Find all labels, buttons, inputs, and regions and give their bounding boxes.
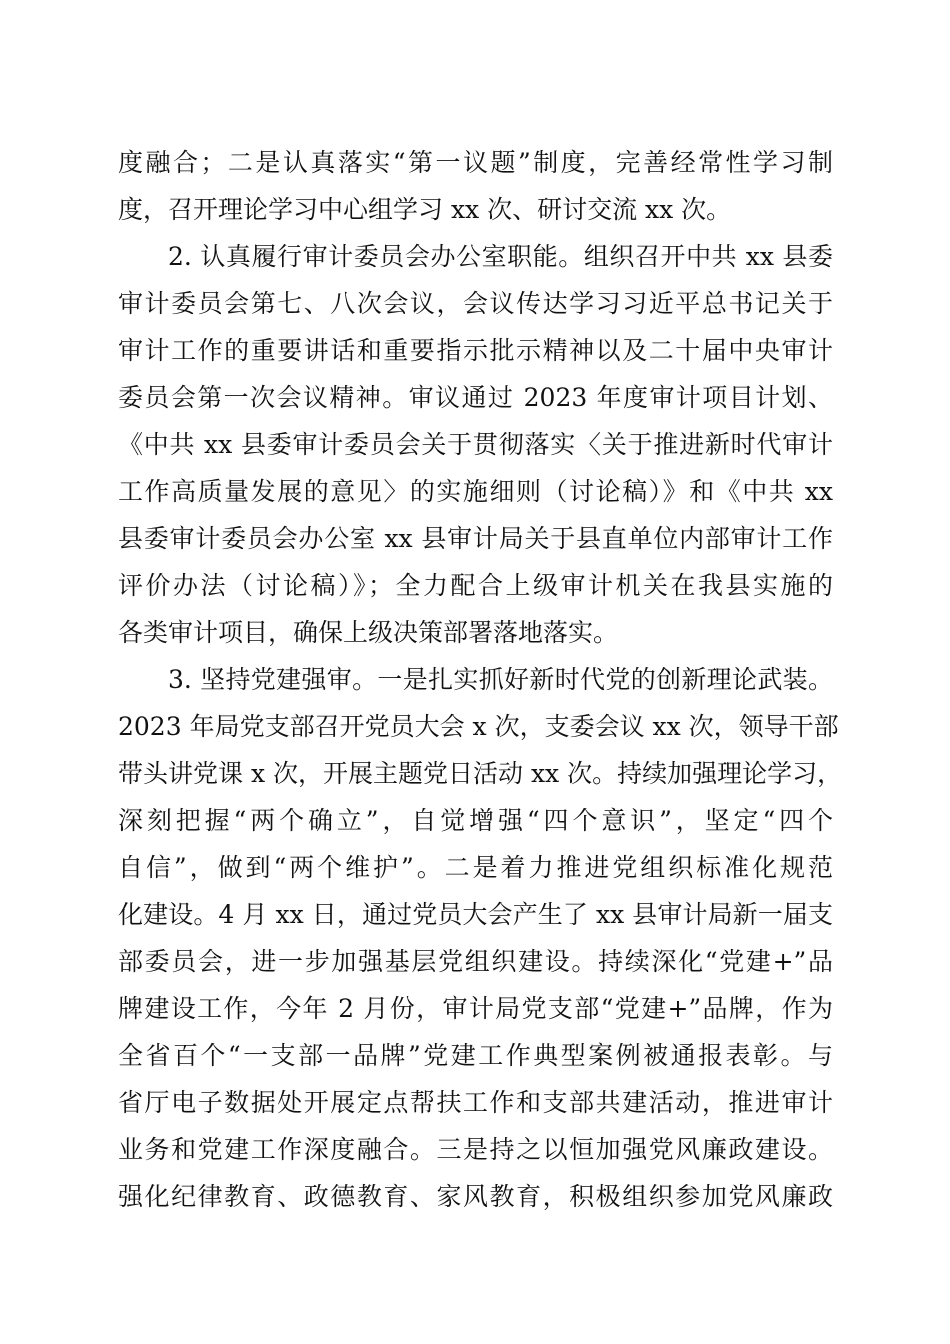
- text-line: 县委审计委员会办公室 xx 县审计局关于县直单位内部审计工作: [118, 524, 833, 553]
- paragraph-3-heading-line: 3. 坚持党建强审。一是扎实抓好新时代党的创新理论武装。: [168, 665, 833, 694]
- text-line: 牌建设工作，今年 2 月份，审计局党支部“党建+”品牌，作为: [118, 994, 833, 1023]
- text-line: 《中共 xx 县委审计委员会关于贯彻落实〈关于推进新时代审计: [118, 430, 833, 459]
- text-line: 各类审计项目，确保上级决策部署落地落实。: [118, 618, 619, 647]
- text-line: 度融合；二是认真落实“第一议题”制度，完善经常性学习制: [118, 148, 833, 177]
- text-line: 委员会第一次会议精神。审议通过 2023 年度审计项目计划、: [118, 383, 833, 412]
- text-line: 评价办法（讨论稿）》；全力配合上级审计机关在我县实施的: [118, 571, 833, 600]
- text-line: 强化纪律教育、政德教育、家风教育，积极组织参加党风廉政: [118, 1182, 833, 1211]
- text-line: 部委员会，进一步加强基层党组织建设。持续深化“党建+”品: [118, 947, 833, 976]
- text-line: 2023 年局党支部召开党员大会 x 次，支委会议 xx 次，领导干部: [118, 712, 839, 741]
- paragraph-2-heading-line: 2. 认真履行审计委员会办公室职能。组织召开中共 xx 县委: [168, 242, 833, 271]
- text-line: 审计工作的重要讲话和重要指示批示精神以及二十届中央审计: [118, 336, 833, 365]
- text-line: 带头讲党课 x 次，开展主题党日活动 xx 次。持续加强理论学习，: [118, 759, 843, 788]
- text-line: 深刻把握“两个确立”，自觉增强“四个意识”，坚定“四个: [118, 806, 833, 835]
- text-line: 工作高质量发展的意见〉的实施细则（讨论稿）》和《中共 xx: [118, 477, 833, 506]
- text-line: 省厅电子数据处开展定点帮扶工作和支部共建活动，推进审计: [118, 1088, 833, 1117]
- text-line: 化建设。4 月 xx 日，通过党员大会产生了 xx 县审计局新一届支: [118, 900, 833, 929]
- text-line: 自信”，做到“两个维护”。二是着力推进党组织标准化规范: [118, 853, 833, 882]
- text-line: 度，召开理论学习中心组学习 xx 次、研讨交流 xx 次。: [118, 195, 732, 224]
- text-line: 审计委员会第七、八次会议，会议传达学习习近平总书记关于: [118, 289, 833, 318]
- text-line: 全省百个“一支部一品牌”党建工作典型案例被通报表彰。与: [118, 1041, 833, 1070]
- text-line: 业务和党建工作深度融合。三是持之以恒加强党风廉政建设。: [118, 1135, 833, 1164]
